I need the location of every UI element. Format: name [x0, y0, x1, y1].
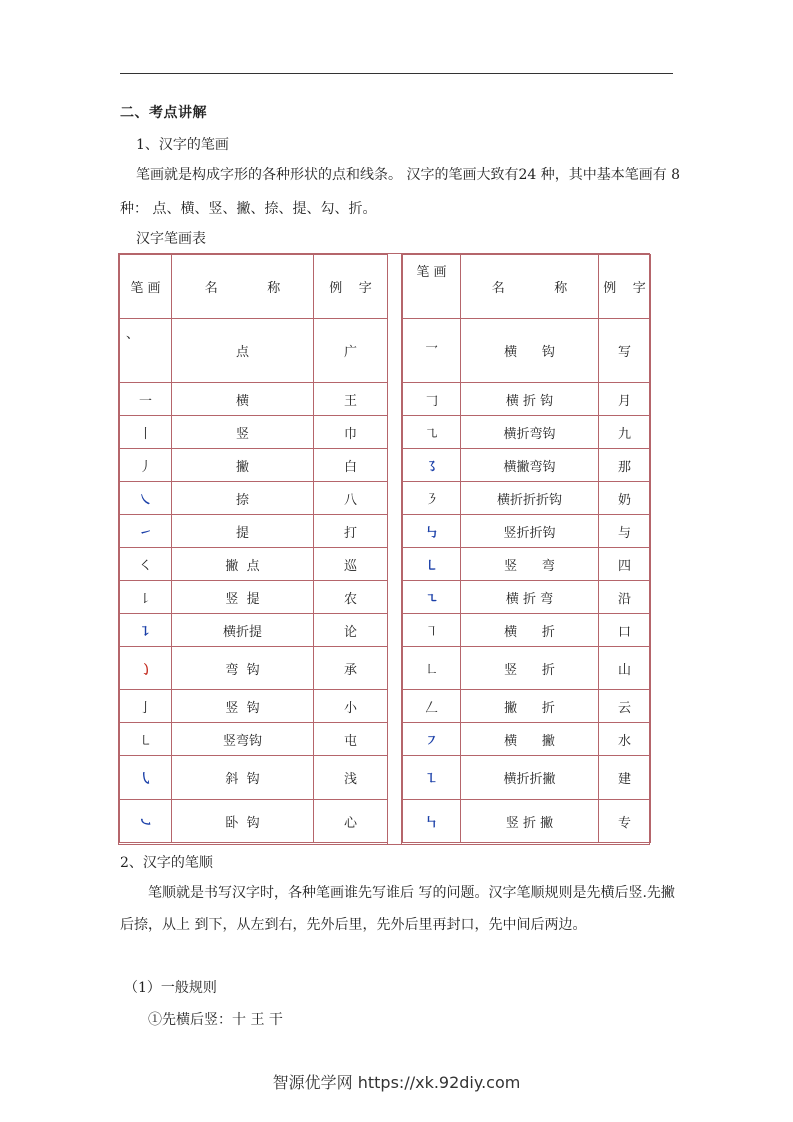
stroke-glyph: ㇕: [403, 614, 461, 647]
table-row: [403, 383, 651, 416]
example-char: 八: [314, 482, 388, 515]
stroke-name: 横折提: [172, 614, 314, 647]
stroke-table-left: [119, 254, 388, 843]
stroke-glyph: ㇃: [120, 800, 172, 843]
table-row: [403, 614, 651, 647]
table-row: [120, 581, 388, 614]
rule-heading: （1）一般规则: [124, 980, 217, 996]
table-row: [120, 800, 388, 843]
rule-item: ①先横后竖：十 王 干: [148, 1012, 283, 1028]
stroke-name: 横 撇: [461, 723, 599, 756]
table-row: [403, 723, 651, 756]
example-char: 水: [599, 723, 651, 756]
table-row: [120, 690, 388, 723]
stroke-name: 竖 折 撇: [461, 800, 599, 843]
table-row: [403, 482, 651, 515]
example-char: 九: [599, 416, 651, 449]
stroke-name: 横 折 钩: [461, 383, 599, 416]
table-row: [120, 614, 388, 647]
table-row: [403, 548, 651, 581]
stroke-glyph: ㇊: [120, 614, 172, 647]
table-row: [403, 416, 651, 449]
subsection-title-strokes: 1、汉字的笔画: [136, 137, 229, 153]
table-row: [403, 647, 651, 690]
example-char: 山: [599, 647, 651, 690]
stroke-glyph: 𠃌: [403, 383, 461, 416]
example-char: 沿: [599, 581, 651, 614]
example-char: 巾: [314, 416, 388, 449]
stroke-name: 横 折 弯: [461, 581, 599, 614]
example-char: 论: [314, 614, 388, 647]
stroke-glyph: ㇞: [403, 800, 461, 843]
example-char: 四: [599, 548, 651, 581]
stroke-glyph: 丨: [120, 416, 172, 449]
table-row: [120, 319, 388, 383]
table-row: [120, 647, 388, 690]
stroke-name: 横折弯钩: [461, 416, 599, 449]
example-char: 云: [599, 690, 651, 723]
top-rule: [120, 73, 673, 74]
stroke-glyph: ㇗: [403, 647, 461, 690]
stroke-name: 撇 折: [461, 690, 599, 723]
stroke-glyph: ㇉: [403, 515, 461, 548]
stroke-glyph: 一: [120, 383, 172, 416]
example-char: 奶: [599, 482, 651, 515]
example-char: 小: [314, 690, 388, 723]
stroke-glyph: ㇋: [403, 482, 461, 515]
stroke-glyph: ㇇: [403, 723, 461, 756]
stroke-glyph: ㇙: [120, 581, 172, 614]
example-char: 心: [314, 800, 388, 843]
table-row: [403, 756, 651, 800]
table-row: [120, 383, 388, 416]
stroke-name: 竖: [172, 416, 314, 449]
table-row: [403, 581, 651, 614]
example-char: 专: [599, 800, 651, 843]
table-row: [120, 449, 388, 482]
stroke-glyph: ㇏: [120, 482, 172, 515]
table-row: [403, 449, 651, 482]
stroke-glyph: ㇁: [120, 647, 172, 690]
header-name: 名 称: [461, 255, 599, 319]
stroke-name: 撇: [172, 449, 314, 482]
example-char: 浅: [314, 756, 388, 800]
stroke-name: 卧 钩: [172, 800, 314, 843]
example-char: 白: [314, 449, 388, 482]
stroke-name: 竖弯钩: [172, 723, 314, 756]
stroke-name: 捺: [172, 482, 314, 515]
table-row: [403, 800, 651, 843]
table-header-row: [120, 255, 388, 319]
table-row: [403, 515, 651, 548]
stroke-name: 横撇弯钩: [461, 449, 599, 482]
table-row: [120, 723, 388, 756]
table-divider: [387, 254, 402, 844]
table-row: [403, 690, 651, 723]
example-char: 那: [599, 449, 651, 482]
header-example: 例 字: [314, 255, 388, 319]
stroke-name: 撇 点: [172, 548, 314, 581]
stroke-name: 横: [172, 383, 314, 416]
stroke-name: 横折折折钩: [461, 482, 599, 515]
table-row: [403, 319, 651, 383]
stroke-glyph: ㇌: [403, 449, 461, 482]
stroke-name: 横 折: [461, 614, 599, 647]
stroke-name: 提: [172, 515, 314, 548]
stroke-name: 竖 提: [172, 581, 314, 614]
stroke-glyph: ㇍: [403, 581, 461, 614]
example-char: 与: [599, 515, 651, 548]
stroke-glyph: ㇄: [120, 723, 172, 756]
stroke-name: 横 钩: [461, 319, 599, 383]
stroke-glyph: ㇛: [120, 548, 172, 581]
footer-watermark: 智源优学网 https://xk.92diy.com: [272, 1073, 521, 1092]
table-header-row: [403, 255, 651, 319]
example-char: 王: [314, 383, 388, 416]
stroke-glyph: 亅: [120, 690, 172, 723]
table-row: [120, 416, 388, 449]
stroke-table-right: [402, 254, 651, 843]
paragraph-stroke-order-line1: 笔顺就是书写汉字时，各种笔画谁先写谁后 写的问题。汉字笔顺规则是先横后竖.先撇: [148, 885, 675, 901]
example-char: 建: [599, 756, 651, 800]
stroke-glyph: ㇂: [120, 756, 172, 800]
table-row: [120, 756, 388, 800]
stroke-table: [118, 253, 650, 845]
table-row: [120, 515, 388, 548]
paragraph-stroke-order-line2: 后捺，从上 到下，从左到右，先外后里，先外后里再封口，先中间后两边。: [120, 917, 587, 933]
stroke-glyph: 𠃋: [403, 690, 461, 723]
example-char: 口: [599, 614, 651, 647]
example-char: 承: [314, 647, 388, 690]
example-char: 打: [314, 515, 388, 548]
stroke-glyph: 乛: [403, 319, 461, 383]
stroke-name: 竖折折钩: [461, 515, 599, 548]
header-name: 名 称: [172, 255, 314, 319]
section-heading: 二、考点讲解: [120, 105, 207, 121]
stroke-glyph: ㇀: [120, 515, 172, 548]
stroke-name: 点: [172, 319, 314, 383]
example-char: 农: [314, 581, 388, 614]
header-stroke: 笔 画: [403, 255, 461, 319]
table-row: [120, 482, 388, 515]
stroke-glyph: 、: [120, 319, 172, 383]
example-char: 巡: [314, 548, 388, 581]
example-char: 广: [314, 319, 388, 383]
stroke-name: 斜 钩: [172, 756, 314, 800]
header-example: 例 字: [599, 255, 651, 319]
stroke-glyph: ㇅: [403, 756, 461, 800]
stroke-name: 竖 弯: [461, 548, 599, 581]
subsection-title-stroke-order: 2、汉字的笔顺: [120, 855, 213, 871]
stroke-glyph: 丿: [120, 449, 172, 482]
paragraph-strokes-line1: 笔画就是构成字形的各种形状的点和线条。 汉字的笔画大致有24 种，其中基本笔画有 8: [136, 167, 681, 183]
stroke-name: 竖 钩: [172, 690, 314, 723]
example-char: 屯: [314, 723, 388, 756]
stroke-glyph: ㇄: [403, 548, 461, 581]
table-caption: 汉字笔画表: [136, 231, 206, 247]
example-char: 月: [599, 383, 651, 416]
table-row: [120, 548, 388, 581]
paragraph-strokes-line2: 种： 点、横、竖、撇、捺、提、勾、折。: [120, 201, 377, 217]
stroke-name: 弯 钩: [172, 647, 314, 690]
header-stroke: 笔 画: [120, 255, 172, 319]
stroke-name: 横折折撇: [461, 756, 599, 800]
stroke-name: 竖 折: [461, 647, 599, 690]
stroke-glyph: ㇈: [403, 416, 461, 449]
example-char: 写: [599, 319, 651, 383]
